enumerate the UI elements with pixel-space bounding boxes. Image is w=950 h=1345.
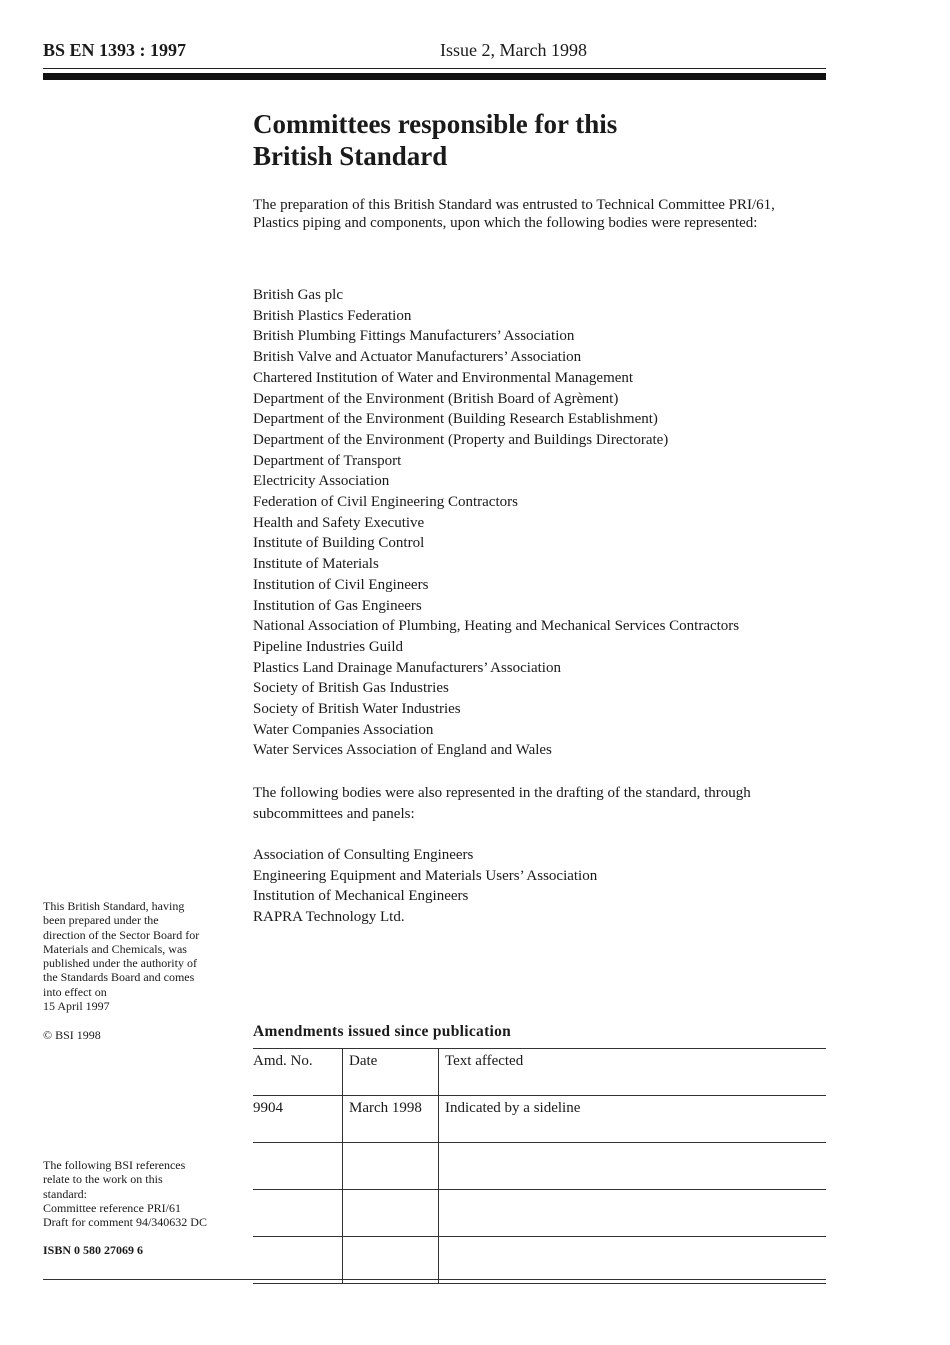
amendment-date-cell: March 1998: [343, 1096, 439, 1143]
bsi-reference-line: The following BSI references: [43, 1158, 186, 1172]
table-row: [253, 1190, 826, 1237]
bsi-reference-line: Draft for comment 94/340632 DC: [43, 1215, 207, 1230]
amendment-date-cell: [343, 1143, 439, 1190]
header-rule-thick: [43, 73, 826, 80]
committee-body-item: Institution of Gas Engineers: [253, 597, 422, 614]
subcommittee-body-item: Institution of Mechanical Engineers: [253, 888, 469, 905]
page-title: [253, 108, 617, 172]
bsi-reference-line: Committee reference PRI/61: [43, 1200, 181, 1215]
committee-body-item: Society of British Gas Industries: [253, 680, 449, 697]
publication-note-line: the Standards Board and comes: [43, 970, 195, 985]
title-line-1: Committees responsible for this: [253, 109, 618, 139]
isbn: ISBN 0 580 27069 6: [43, 1243, 144, 1257]
bsi-reference-line: standard:: [43, 1186, 87, 1201]
committee-body-item: Water Services Association of England and Wales: [253, 742, 552, 759]
amendment-date-cell: [343, 1190, 439, 1237]
table-row: [253, 1143, 826, 1190]
publication-note-line: into effect on: [43, 984, 107, 999]
amendment-number-cell: [253, 1143, 343, 1190]
title-line-2: British Standard: [253, 141, 448, 171]
subcommittee-body-item: RAPRA Technology Ltd.: [253, 909, 405, 926]
publication-note-line: Materials and Chemicals, was: [43, 941, 187, 956]
amendment-number-cell: 9904: [253, 1096, 343, 1143]
committee-body-item: Institute of Building Control: [253, 535, 425, 552]
intro-paragraph: The preparation of this British Standard was entrusted to Technical Committee PRI/61, Plastics piping and components, upon which the following bodies were represented:: [253, 197, 775, 231]
committee-body-item: Federation of Civil Engineering Contractors: [253, 494, 518, 511]
committee-body-item: Pipeline Industries Guild: [253, 638, 403, 655]
issue-label: Issue 2, March 1998: [440, 40, 587, 60]
column-header-date: Date: [343, 1049, 439, 1096]
amendment-text-cell: [439, 1237, 827, 1284]
bsi-reference-line: relate to the work on this: [43, 1172, 163, 1187]
amendment-number-cell: [253, 1190, 343, 1237]
committee-body-item: Department of the Environment (Property and Buildings Directorate): [253, 431, 669, 448]
committee-body-item: British Plastics Federation: [253, 307, 412, 324]
committee-body-item: Department of the Environment (British Board of Agrèment): [253, 390, 619, 407]
subcommittee-body-item: Association of Consulting Engineers: [253, 847, 474, 863]
committee-body-item: Health and Safety Executive: [253, 514, 425, 531]
amendment-number-cell: [253, 1237, 343, 1284]
committee-body-item: Department of Transport: [253, 452, 402, 469]
publication-note-line: This British Standard, having: [43, 899, 185, 913]
column-header-text-affected: Text affected: [439, 1049, 827, 1096]
amendment-date-cell: [343, 1237, 439, 1284]
bottom-rule: [43, 1279, 826, 1280]
header-rule-thin: [43, 68, 826, 69]
committee-body-item: Department of the Environment (Building Research Establishment): [253, 411, 658, 428]
committee-body-item: British Valve and Actuator Manufacturers’ Association: [253, 349, 582, 366]
publication-note-line: 15 April 1997: [43, 999, 110, 1014]
amendments-header-row: [253, 1049, 826, 1096]
column-header-amd-no: Amd. No.: [253, 1049, 343, 1096]
committee-body-item: British Gas plc: [253, 287, 343, 303]
committee-body-item: Water Companies Association: [253, 721, 434, 738]
table-row: [253, 1237, 826, 1284]
publication-note-line: been prepared under the: [43, 913, 159, 928]
drafting-intro-paragraph: The following bodies were also represented in the drafting of the standard, through subcommittees and panels:: [253, 785, 751, 822]
standard-reference: BS EN 1393 : 1997: [43, 40, 187, 60]
amendments-table: [253, 1048, 826, 1284]
committee-body-item: Society of British Water Industries: [253, 701, 461, 718]
bsi-references: [43, 1158, 233, 1229]
copyright-notice: © BSI 1998: [43, 1028, 101, 1042]
committee-body-item: Institution of Civil Engineers: [253, 576, 429, 593]
committee-body-item: Chartered Institution of Water and Environmental Management: [253, 369, 634, 386]
publication-note-line: published under the authority of: [43, 956, 197, 971]
amendment-text-cell: [439, 1190, 827, 1237]
subcommittee-body-item: Engineering Equipment and Materials Users’ Association: [253, 867, 598, 884]
amendments-heading: Amendments issued since publication: [253, 1023, 512, 1040]
committee-body-item: Institute of Materials: [253, 556, 379, 573]
committee-body-item: Electricity Association: [253, 473, 390, 490]
committee-body-item: Plastics Land Drainage Manufacturers’ Association: [253, 659, 561, 676]
committee-body-item: National Association of Plumbing, Heating and Mechanical Services Contractors: [253, 618, 740, 635]
committee-bodies-list: [253, 285, 739, 761]
publication-note-line: direction of the Sector Board for: [43, 927, 200, 942]
amendment-text-cell: Indicated by a sideline: [439, 1096, 827, 1143]
publication-note: [43, 899, 233, 1013]
amendment-text-cell: [439, 1143, 827, 1190]
committee-body-item: British Plumbing Fittings Manufacturers’ Association: [253, 328, 575, 345]
table-row: [253, 1096, 826, 1143]
subcommittee-bodies-list: [253, 845, 597, 928]
